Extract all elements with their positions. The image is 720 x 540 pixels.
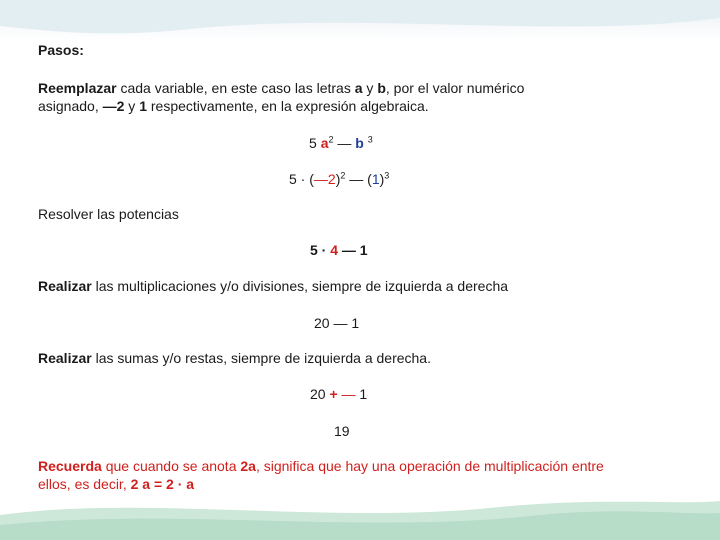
expr2-exp2: 2 [340,170,346,181]
step-1-text-e: respectivamente, en la expresión algebraica. [146,98,429,114]
expr2-lead: 5 · ( [289,171,314,187]
var-b: b [377,80,386,96]
step-4-text [38,349,431,367]
expr-minus: — [337,135,352,151]
expression-powers [310,241,368,259]
expr3-lead: 5 · [310,242,331,258]
reminder-bold: Recuerda [38,458,102,474]
step-1-text-c: asignado, [38,98,103,114]
expr2-neg2: —2 [313,171,336,187]
expr-var-a: a [320,135,329,151]
step-1-verb: Reemplazar [38,80,117,96]
step-4-body: las sumas y/o restas, siempre de izquierda a derecha. [91,350,431,366]
reminder-text-c: ellos, es decir, [38,476,131,492]
expr5-plus: + [329,386,338,402]
expression-sum [310,385,367,403]
reminder-line-2 [38,475,194,493]
reminder-equation: 2 a = 2 · a [130,476,195,492]
reminder-line-1 [38,457,604,475]
expression-original [309,134,373,152]
expr-exp-b: 3 [367,134,373,145]
value-1: 1 [139,98,147,114]
var-a: a [354,80,363,96]
step-2-text: Resolver las potencias [38,206,179,222]
expr-coef: 5 [309,135,317,151]
reminder-text-a: que cuando se anota [101,458,241,474]
expr2-one: 1 [371,171,380,187]
step-3-verb: Realizar [38,278,92,294]
expr3-four: 4 [330,242,339,258]
expr-var-b: b [355,135,364,151]
expr2-close2: ) [379,171,385,187]
expr2-close: ) [335,171,341,187]
expr3-tail: — 1 [338,242,368,258]
expr5-minus: — [337,386,356,402]
expr-exp-a: 2 [328,134,334,145]
step-3-body: las multiplicaciones y/o divisiones, siempre de izquierda a derecha [91,278,509,294]
expr5-tail: 1 [355,386,368,402]
value-neg-2: —2 [102,98,125,114]
page-heading: Pasos: [38,42,84,58]
step-1-line-2 [38,97,429,115]
final-result: 19 [334,423,350,439]
step-1-text-a: cada variable, en este caso las letras [116,80,355,96]
expr2-minus: — ( [345,171,372,187]
expression-substituted [289,170,389,188]
step-1-text-b: , por el valor numérico [385,80,525,96]
step-1-text-y: y [362,80,378,96]
expression-multiplied: 20 — 1 [314,315,360,331]
step-1-line-1 [38,79,524,97]
step-1-text-d: y [124,98,140,114]
reminder-term: 2a [240,458,256,474]
expr2-exp3: 3 [384,170,390,181]
step-3-text [38,277,508,295]
step-4-verb: Realizar [38,350,92,366]
reminder-text-b: , significa que hay una operación de multiplicación entre [255,458,604,474]
expr5-lead: 20 [310,386,330,402]
